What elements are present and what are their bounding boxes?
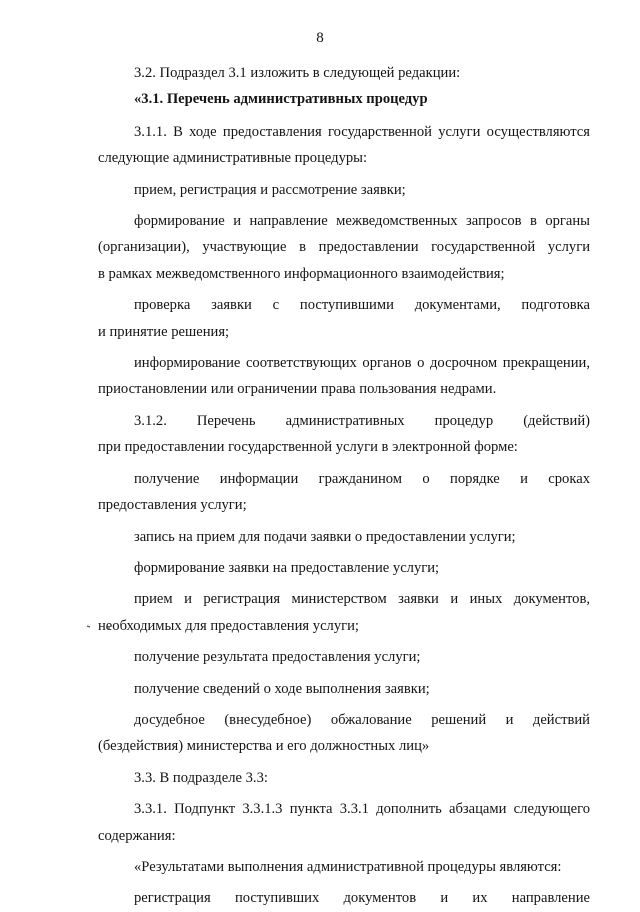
text-line: при предоставлении государственной услуги в электронной форме: <box>98 439 518 456</box>
text-line: приостановлении или ограничении права пользования недрами. <box>98 381 497 398</box>
paragraph-3-1-2 <box>98 408 590 461</box>
text-line: регистрация поступивших документов и их направление <box>134 890 590 907</box>
text-line: досудебное (внесудебное) обжалование решений и действий <box>134 711 590 728</box>
text-line: 3.3. В подразделе 3.3: <box>134 769 268 786</box>
text-line: прием, регистрация и рассмотрение заявки; <box>134 181 406 198</box>
scan-speck-mark <box>86 624 114 630</box>
quoted-paragraph <box>98 885 590 911</box>
text-line: «Результатами выполнения административной процедуры являются: <box>134 858 562 875</box>
text-line: получение сведений о ходе выполнения заявки; <box>134 680 430 697</box>
text-line: формирование и направление межведомственных запросов в органы <box>134 213 590 230</box>
text-line: получение результата предоставления услуги; <box>134 649 421 666</box>
text-line: получение информации гражданином о порядке и сроках <box>134 470 590 487</box>
section-heading-3-1 <box>98 86 590 112</box>
list-item <box>98 644 590 670</box>
list-item <box>98 586 590 639</box>
list-item <box>98 676 590 702</box>
text-line: 3.2. Подраздел 3.1 изложить в следующей редакции: <box>134 65 461 81</box>
paragraph-amendment-3-2 <box>98 60 590 86</box>
text-line: информирование соответствующих органов о досрочном прекращении, <box>134 355 590 372</box>
text-line: содержания: <box>98 827 176 844</box>
list-item <box>98 177 590 203</box>
text-line: (организации), участвующие в предоставлении государственной услуги <box>98 239 590 256</box>
text-line: 3.3.1. Подпункт 3.3.1.3 пункта 3.3.1 дополнить абзацами следующего <box>134 801 590 818</box>
text-line: прием и регистрация министерством заявки и иных документов, <box>134 591 590 608</box>
text-line: формирование заявки на предоставление услуги; <box>134 559 440 576</box>
text-line: (бездействия) министерства и его должностных лиц» <box>98 738 430 755</box>
document-body <box>98 60 590 912</box>
text-line: необходимых для предоставления услуги; <box>98 617 359 634</box>
text-line: запись на прием для подачи заявки о предоставлении услуги; <box>134 528 516 545</box>
list-item <box>98 555 590 581</box>
text-line: в рамках межведомственного информационного взаимодействия; <box>98 265 505 282</box>
text-line: предоставления услуги; <box>98 497 247 514</box>
paragraph-amendment-3-3 <box>98 765 590 791</box>
paragraph-3-3-1 <box>98 796 590 849</box>
page-number: 8 <box>316 30 324 46</box>
list-item <box>98 707 590 760</box>
text-line: 3.1.2. Перечень административных процедур (действий) <box>134 412 590 429</box>
paragraph-3-1-1 <box>98 119 590 172</box>
text-line: следующие административные процедуры: <box>98 150 368 167</box>
text-line: «3.1. Перечень административных процедур <box>134 91 428 108</box>
text-line: проверка заявки с поступившими документами, подготовка <box>134 297 590 314</box>
text-line: и принятие решения; <box>98 323 230 340</box>
list-item <box>98 208 590 287</box>
list-item <box>98 466 590 519</box>
list-item <box>98 350 590 403</box>
list-item <box>98 524 590 550</box>
quoted-paragraph <box>98 854 590 880</box>
text-line: 3.1.1. В ходе предоставления государственной услуги осуществляются <box>134 123 590 140</box>
list-item <box>98 292 590 345</box>
